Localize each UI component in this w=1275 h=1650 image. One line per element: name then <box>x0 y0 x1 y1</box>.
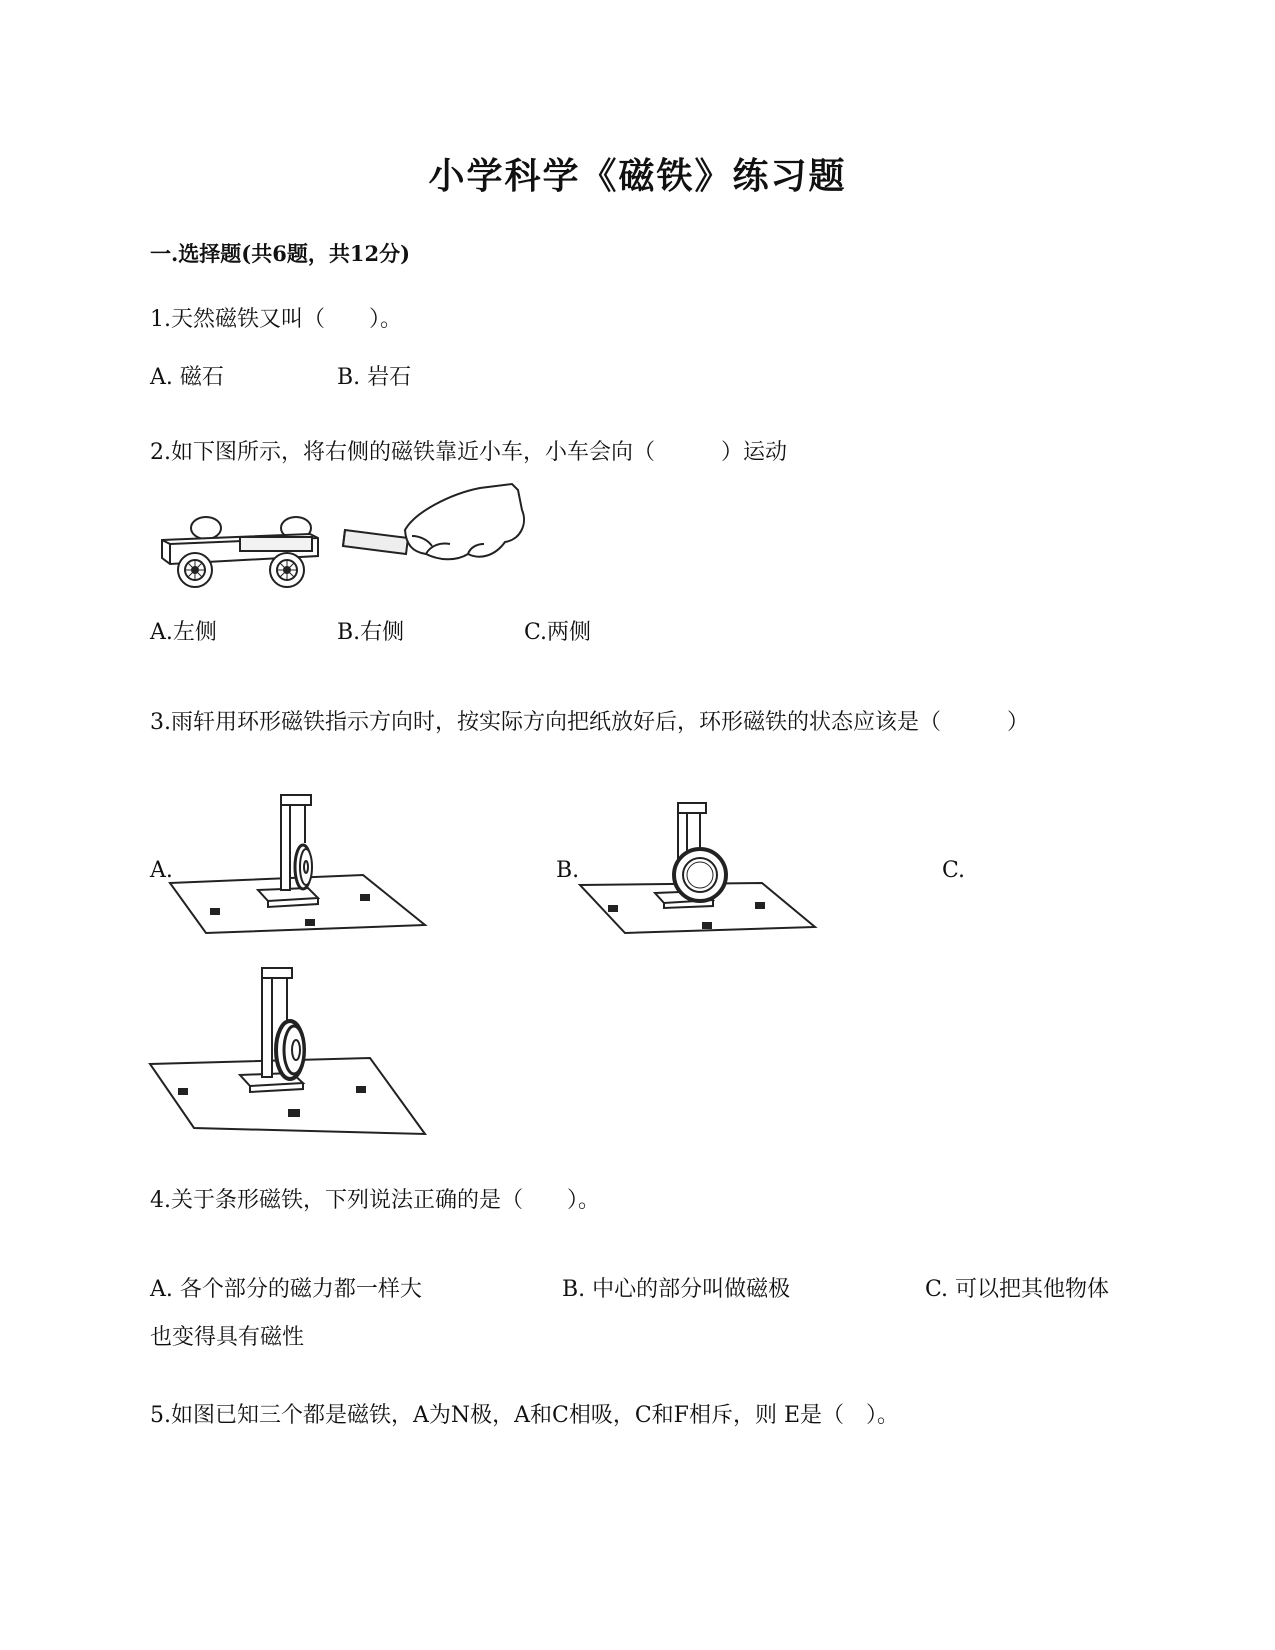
question-4-option-a: A. 各个部分的磁力都一样大 <box>150 1277 422 1302</box>
car-and-magnet-figure <box>150 482 540 592</box>
question-3-option-a: A. <box>150 858 173 883</box>
question-1-option-b: B. 岩石 <box>337 365 412 390</box>
question-1-option-a: A. 磁石 <box>150 365 224 390</box>
question-4-option-b: B. 中心的部分叫做磁极 <box>562 1277 791 1302</box>
question-4-option-c: C. 可以把其他物体 <box>925 1277 1110 1302</box>
toy-car-illustration <box>162 517 318 587</box>
question-2-option-b: B.右侧 <box>337 620 405 645</box>
hand-holding-magnet-illustration <box>343 484 524 559</box>
question-3-stem: 3.雨轩用环形磁铁指示方向时，按实际方向把纸放好后，环形磁铁的状态应该是（ ） <box>150 710 1029 735</box>
question-4-option-c-continued: 也变得具有磁性 <box>150 1325 305 1350</box>
question-2-option-c: C.两侧 <box>524 620 592 645</box>
ring-magnet-figure-c <box>150 968 430 1138</box>
question-5-stem: 5.如图已知三个都是磁铁，A为N极，A和C相吸，C和F相斥，则 E是（ ）。 <box>150 1403 900 1428</box>
question-4-stem: 4.关于条形磁铁，下列说法正确的是（ ）。 <box>150 1188 600 1213</box>
question-2-option-a: A.左侧 <box>150 620 217 645</box>
ring-magnet-figure-b <box>580 803 820 938</box>
question-3-option-c: C. <box>942 858 966 883</box>
ring-magnet-figure-a <box>168 795 428 935</box>
page-title: 小学科学《磁铁》练习题 <box>428 155 847 197</box>
question-1-stem: 1.天然磁铁又叫（ ）。 <box>150 307 402 332</box>
section-heading: 一.选择题(共6题，共12分) <box>150 241 411 266</box>
question-2-stem: 2.如下图所示，将右侧的磁铁靠近小车，小车会向（ ）运动 <box>150 440 787 465</box>
question-3-option-b: B. <box>556 858 580 883</box>
